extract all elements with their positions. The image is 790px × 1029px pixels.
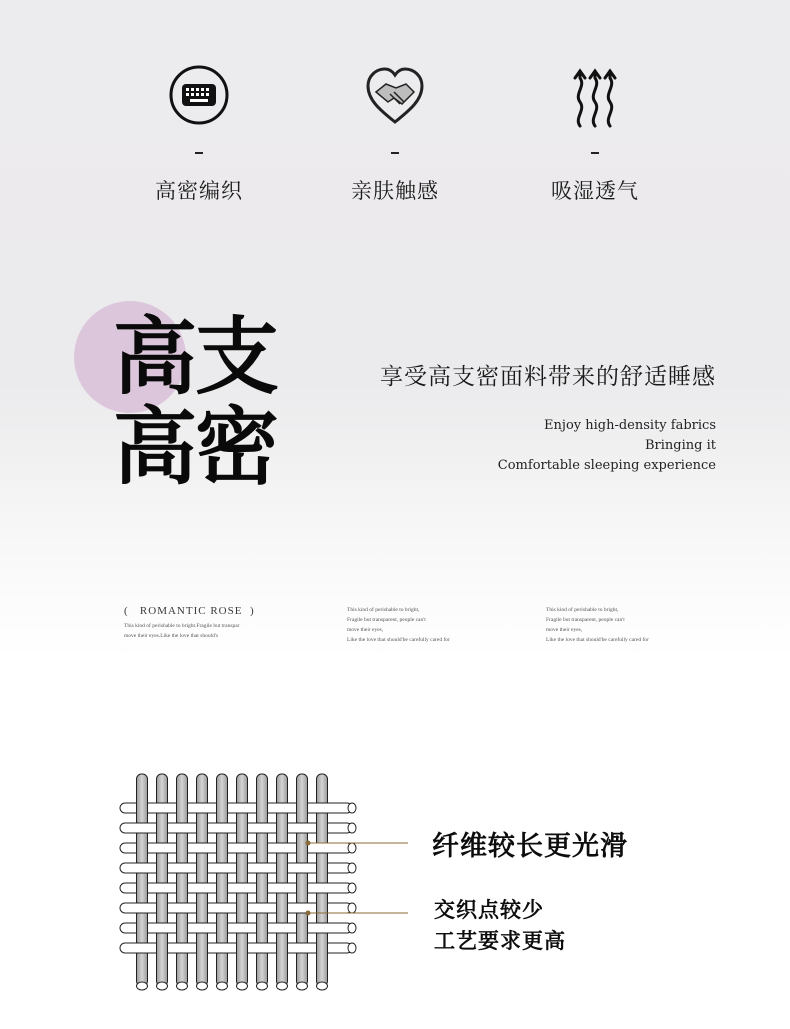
strip-col3	[546, 605, 716, 655]
strip-text: This kind of perishable to bright.Fragile but transpar	[124, 623, 240, 629]
weft-end	[348, 883, 356, 893]
weft-end	[348, 843, 356, 853]
weft-thread	[120, 883, 352, 893]
weft-end	[348, 863, 356, 873]
strip-text: move their eyes,	[546, 627, 583, 633]
feature-label: 高密编织	[155, 179, 243, 203]
strip-text: Like the love that should'be carefully cared for	[546, 637, 649, 643]
hero-subtitle: 享受高支密面料带来的舒适睡感	[380, 364, 716, 390]
weft-thread	[120, 923, 352, 933]
warp-over-weft	[217, 922, 228, 934]
warp-over-weft	[157, 862, 168, 874]
strip-text: Fragile but transparent, people can't	[347, 617, 426, 623]
warp-end	[297, 982, 308, 990]
warp-end	[157, 982, 168, 990]
warp-over-weft	[137, 882, 148, 894]
warp-over-weft	[157, 902, 168, 914]
warp-over-weft	[317, 902, 328, 914]
weft-end	[348, 903, 356, 913]
rose-title-text: ROMANTIC ROSE	[139, 605, 243, 617]
warp-over-weft	[317, 942, 328, 954]
warp-over-weft	[197, 822, 208, 834]
warp-over-weft	[157, 822, 168, 834]
hero-english-text	[420, 416, 716, 476]
weft-thread	[120, 843, 352, 853]
hero-en-line3: Comfortable sleeping experience	[497, 458, 716, 473]
callout-fiber: 纤维较长更光滑	[432, 831, 628, 862]
wavy-up-arrows-icon	[560, 60, 630, 130]
warp-over-weft	[297, 922, 308, 934]
callout-interlace-line2: 工艺要求更高	[434, 929, 566, 953]
warp-over-weft	[297, 882, 308, 894]
hero-en-line1: Enjoy high-density fabrics	[544, 418, 716, 433]
warp-over-weft	[297, 802, 308, 814]
warp-over-weft	[317, 862, 328, 874]
callout-interlace-line1: 交织点较少	[434, 898, 544, 922]
warp-end	[277, 982, 288, 990]
handshake-heart-icon	[360, 60, 430, 130]
warp-over-weft	[177, 922, 188, 934]
callout-interlace	[434, 895, 566, 957]
strip-text: This kind of perishable to bright,	[546, 607, 619, 613]
warp-over-weft	[177, 882, 188, 894]
warp-over-weft	[137, 922, 148, 934]
warp-over-weft	[257, 882, 268, 894]
warp-over-weft	[257, 922, 268, 934]
hero-title-line2: 高密	[113, 398, 278, 496]
warp-over-weft	[217, 802, 228, 814]
features-row	[0, 0, 790, 230]
feature-breathable	[525, 60, 665, 203]
divider-dash	[391, 152, 399, 154]
warp-over-weft	[137, 802, 148, 814]
strip-col1	[124, 605, 294, 655]
warp-over-weft	[237, 902, 248, 914]
warp-end	[197, 982, 208, 990]
warp-over-weft	[157, 942, 168, 954]
warp-over-weft	[237, 822, 248, 834]
warp-over-weft	[197, 862, 208, 874]
warp-end	[177, 982, 188, 990]
warp-end	[257, 982, 268, 990]
weft-thread	[120, 803, 352, 813]
weft-end	[348, 803, 356, 813]
feature-label: 吸湿透气	[551, 179, 639, 203]
warp-over-weft	[237, 942, 248, 954]
warp-end	[317, 982, 328, 990]
warp-over-weft	[137, 842, 148, 854]
feature-label: 亲肤触感	[351, 179, 439, 203]
weft-end	[348, 943, 356, 953]
warp-over-weft	[257, 842, 268, 854]
divider-dash	[591, 152, 599, 154]
weft-end	[348, 923, 356, 933]
strip-text: move their eyes,	[347, 627, 384, 633]
hero-en-line2: Bringing it	[645, 438, 716, 453]
warp-over-weft	[197, 902, 208, 914]
warp-over-weft	[177, 842, 188, 854]
warp-over-weft	[217, 882, 228, 894]
feature-skin-friendly	[325, 60, 465, 203]
warp-over-weft	[277, 942, 288, 954]
keyboard-icon	[164, 60, 234, 130]
strip-col2	[347, 605, 517, 655]
strip-text: move their eyes.Like the love that should's	[124, 633, 219, 639]
warp-over-weft	[237, 862, 248, 874]
warp-over-weft	[277, 902, 288, 914]
warp-end	[217, 982, 228, 990]
warp-over-weft	[217, 842, 228, 854]
divider-dash	[195, 152, 203, 154]
hero-title-line1: 高支	[113, 308, 278, 406]
warp-over-weft	[177, 802, 188, 814]
weave-diagram	[110, 768, 420, 998]
warp-over-weft	[317, 822, 328, 834]
hero-title	[113, 308, 303, 496]
warp-over-weft	[257, 802, 268, 814]
romantic-rose-title: ( ROMANTIC ROSE )	[124, 605, 255, 617]
strip-text: Fragile but transparent, people can't	[546, 617, 625, 623]
warp-end	[237, 982, 248, 990]
strip-text: Like the love that should'be carefully cared for	[347, 637, 450, 643]
feature-high-density	[129, 60, 269, 203]
warp-over-weft	[277, 862, 288, 874]
strip-text: This kind of perishable to bright,	[347, 607, 420, 613]
warp-over-weft	[197, 942, 208, 954]
weft-end	[348, 823, 356, 833]
warp-end	[137, 982, 148, 990]
warp-over-weft	[277, 822, 288, 834]
